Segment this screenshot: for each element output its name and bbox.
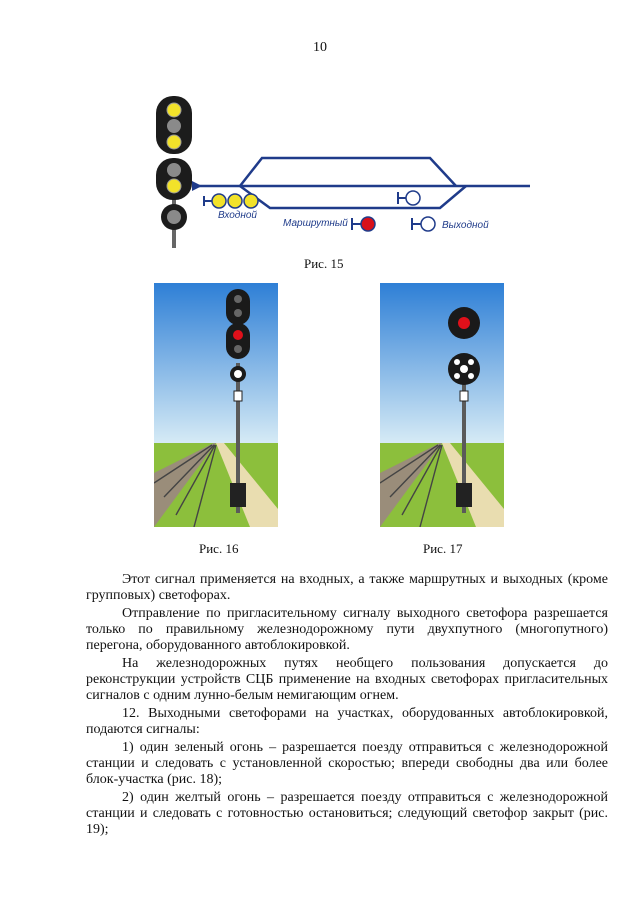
figure-15-diagram xyxy=(140,88,540,258)
label-exit: Выходной xyxy=(442,220,489,231)
figure-16-photo xyxy=(154,283,278,527)
off-light xyxy=(234,345,242,353)
page-number: 10 xyxy=(313,40,327,55)
off-light xyxy=(234,295,242,303)
direction-arrow xyxy=(192,181,202,191)
yellow-light xyxy=(244,194,258,208)
paragraph: На железнодорожных путях необщего пользования допускается до реконструкции устройств СЦБ применение на входных светофорах пригласительных сигналов с одним лунно-белым немигающим огнем. xyxy=(86,656,608,703)
signal-plate xyxy=(460,391,468,401)
signal-head-upper xyxy=(226,289,250,325)
off-light xyxy=(234,309,242,317)
relay-box xyxy=(230,483,246,507)
yellow-light xyxy=(167,135,181,149)
white-light xyxy=(421,217,435,231)
paragraph: Отправление по пригласительному сигналу выходного светофора разрешается только по правильному железнодорожному пути двухпутного (многопутного) перегона, оборудованного автоблокировкой. xyxy=(86,606,608,653)
signal-plate xyxy=(234,391,242,401)
yellow-light xyxy=(212,194,226,208)
figure-16-caption: Рис. 16 xyxy=(199,541,239,556)
figure-15-caption: Рис. 15 xyxy=(304,256,344,271)
yellow-light xyxy=(167,179,181,193)
signal-head-lower xyxy=(226,323,250,359)
paragraph: 12. Выходными светофорами на участках, оборудованных автоблокировкой, подаются сигналы: xyxy=(86,706,608,737)
yellow-light xyxy=(167,103,181,117)
figure-17-caption: Рис. 17 xyxy=(423,541,463,556)
red-light xyxy=(361,217,375,231)
red-light xyxy=(458,317,470,329)
paragraph: 1) один зеленый огонь – разрешается поезду отправиться с железнодорожной станции и следовать с установленной скоростью; впереди свободны два или более блок-участка (рис. 18); xyxy=(86,740,608,787)
paragraph: 2) один желтый огонь – разрешается поезду отправиться с железнодорожной станции и следовать с готовностью остановиться; следующий светофор закрыт (рис. 19); xyxy=(86,790,608,837)
yellow-light xyxy=(228,194,242,208)
paragraph: Этот сигнал применяется на входных, а также маршрутных и выходных (кроме групповых) светофорах. xyxy=(86,572,608,603)
off-light xyxy=(167,163,181,177)
red-light xyxy=(233,330,243,340)
figure-17-photo xyxy=(380,283,504,527)
white-light xyxy=(406,191,420,205)
relay-box xyxy=(456,483,472,507)
label-entry: Входной xyxy=(218,210,257,221)
off-light xyxy=(167,210,181,224)
off-light xyxy=(167,119,181,133)
label-route: Маршрутный xyxy=(283,218,348,229)
body-text xyxy=(86,572,608,838)
